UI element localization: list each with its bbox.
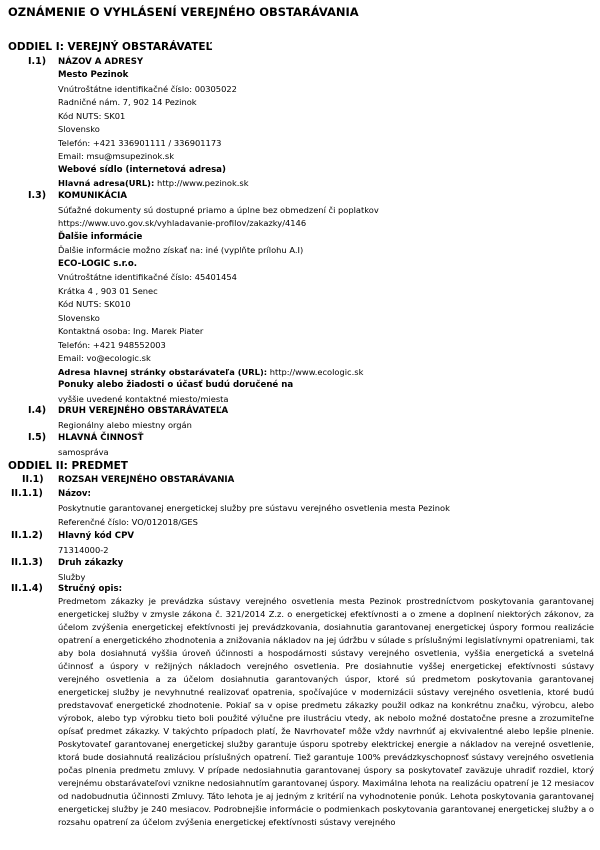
- org-country: Slovensko: [58, 313, 100, 323]
- section-ii13-number: II.1.3): [11, 557, 43, 568]
- authority-country: Slovensko: [58, 124, 100, 134]
- authority-id: Vnútroštátne identifikačné číslo: 00305022: [58, 84, 237, 94]
- section-ii11-heading: Názov:: [58, 489, 91, 499]
- documents-url[interactable]: https://www.uvo.gov.sk/vyhladavanie-profilov/zakazky/4146: [58, 218, 307, 228]
- authority-type: Regionálny alebo miestny orgán: [58, 420, 192, 430]
- main-address-link[interactable]: http://www.pezinok.sk: [154, 178, 249, 188]
- more-info-heading: Ďalšie informácie: [58, 232, 143, 242]
- main-address-row: [58, 178, 249, 188]
- short-description-text: Predmetom zákazky je prevádzka sústavy verejného osvetlenia mesta Pezinok prostredníctvom poskytovania garantovanej energetickej služby v zmysle zákona č. 321/2014 Z.z. o energetickej efektívnosti a o zmene a doplnení niektorých zákonov, za účelom zvýšenia energetickej efektívnosti jej prevádzkovania, dosiahnutia garantovanej energetickej úspory formou realizácie opatrení a energetického zhodnotenia a znižovania nákladov na jej údržbu v súlade s príslušnými legislatívnymi opatreniami, tak aby bola dosiahnutá vyššia úroveň účinnosti a hospodárnosti sústavy verejného osvetlenia, vyššia energetická a svetelná účinnosť a úspory v režijných nákladoch verejného osvetlenia. Pre dosiahnutie vyššej energetickej efektívnosti sústavy verejného osvetlenia a za účelom dosiahnutia garantovaných úspor, ktoré sú predmetom poskytovania garantovanej energetickej služby je nevyhnutné realizovať opatrenia, spočívajúce v modernizácii sústavy verejného osvetlenia, ktoré budú predstavovať energetické zhodnotenie. Pokiaľ sa v opise predmetu zákazky použil odkaz na konkrétnu značku, výrobcu, alebo výrobok, alebo typ výrobku tieto boli použité výlučne pre ilustráciu vtedy, ak nebolo možné dostatočne presne a zrozumiteľne opísať predmet zákazky. V takýchto prípadoch platí, že Navrhovateľ môže vždy navrhnúť aj ekvivalentné alebo lepšie plnenie. Poskytovateľ garantovanej energetickej služby garantuje úsporu spotreby elektrickej energie a nákladov na verejné osvetlenie, ktorá bude dosiahnutá realizáciou príslušných opatrení. Tiež garantuje 100% prevádzkyschopnosť sústavy verejného osvetlenia počas plnenia predmetu zmluvy. V prípade nedosiahnutia garantovanej úspory sa poskytovateľ zaväzuje uhradiť rozdiel, ktorý verejnému obstarávateľovi vznikne nedosiahnutím garantovanej úspory. Maximálna lehota na realizáciu opatrení je 12 mesiacov od nadobudnutia účinnosti Zmluvy. Táto lehota je aj jedným z kritérií na vyhodnotenie ponúk. Lehota poskytovania garantovanej energetickej služby je 240 mesiacov. Podrobnejšie informácie o podmienkach poskytovania garantovanej energetickej služby a o rozsahu opatrení za účelom zvýšenia energetickej efektívnosti sústavy verejného: [58, 596, 594, 827]
- contracting-authority-name: Mesto Pezinok: [58, 70, 129, 80]
- section-ii14-heading: Stručný opis:: [58, 584, 123, 594]
- org-web-link[interactable]: http://www.ecologic.sk: [267, 367, 364, 377]
- section-i3-number: I.3): [28, 190, 47, 201]
- section-i4-number: I.4): [28, 405, 47, 416]
- cpv-code: 71314000-2: [58, 545, 109, 555]
- org-nuts: Kód NUTS: SK010: [58, 299, 131, 309]
- reference-number: Referenčné číslo: VO/012018/GES: [58, 517, 198, 527]
- main-activity: samospráva: [58, 447, 109, 457]
- section-ii14-number: II.1.4): [11, 583, 43, 594]
- authority-phone: Telefón: +421 336901111 / 336901173: [58, 138, 222, 148]
- section-i1-heading: NÁZOV A ADRESY: [58, 57, 144, 67]
- section-i5-number: I.5): [28, 432, 47, 443]
- document-title: OZNÁMENIE O VYHLÁSENÍ VEREJNÉHO OBSTARÁVANIA: [8, 5, 359, 19]
- offers-line: vyššie uvedené kontaktné miesto/miesta: [58, 394, 229, 404]
- authority-email: Email: msu@msupezinok.sk: [58, 151, 175, 161]
- section-ii13-heading: Druh zákazky: [58, 558, 124, 568]
- more-info-line: Ďalšie informácie možno získať na: iné (vyplňte prílohu A.I): [58, 245, 304, 255]
- org-address: Krátka 4 , 903 01 Senec: [58, 286, 158, 296]
- authority-nuts: Kód NUTS: SK01: [58, 111, 126, 121]
- contract-title: Poskytnutie garantovanej energetickej služby pre sústavu verejného osvetlenia mesta Pezinok: [58, 503, 450, 513]
- section-i1-number: I.1): [28, 56, 47, 67]
- section-i5-heading: HLAVNÁ ČINNOSŤ: [58, 433, 144, 443]
- org-contact: Kontaktná osoba: Ing. Marek Piater: [58, 326, 204, 336]
- authority-address: Radničné nám. 7, 902 14 Pezinok: [58, 97, 197, 107]
- org-phone: Telefón: +421 948552003: [58, 340, 166, 350]
- org-name: ECO-LOGIC s.r.o.: [58, 259, 138, 269]
- org-email: Email: vo@ecologic.sk: [58, 353, 151, 363]
- offers-heading: Ponuky alebo žiadosti o účasť budú doručené na: [58, 380, 294, 390]
- website-heading: Webové sídlo (internetová adresa): [58, 165, 226, 175]
- org-id: Vnútroštátne identifikačné číslo: 45401454: [58, 272, 237, 282]
- section-ii1-number: II.1): [22, 474, 44, 485]
- org-web-row: [58, 367, 363, 377]
- contract-type: Služby: [58, 572, 86, 582]
- section-ii12-heading: Hlavný kód CPV: [58, 531, 135, 541]
- section-ii11-number: II.1.1): [11, 488, 43, 499]
- org-web-label: Adresa hlavnej stránky obstarávateľa (URL):: [58, 367, 268, 377]
- section-i3-heading: KOMUNIKÁCIA: [58, 191, 127, 201]
- section-2-heading: ODDIEL II: PREDMET: [8, 460, 128, 472]
- section-ii12-number: II.1.2): [11, 530, 43, 541]
- section-1-heading: ODDIEL I: VEREJNÝ OBSTARÁVATEĽ: [8, 41, 213, 53]
- documents-access-line: Súťažné dokumenty sú dostupné priamo a úplne bez obmedzení či poplatkov: [58, 205, 379, 215]
- main-address-label: Hlavná adresa(URL):: [58, 178, 155, 188]
- section-i4-heading: DRUH VEREJNÉHO OBSTARÁVATEĽA: [58, 406, 229, 416]
- section-ii1-heading: ROZSAH VEREJNÉHO OBSTARÁVANIA: [58, 475, 235, 485]
